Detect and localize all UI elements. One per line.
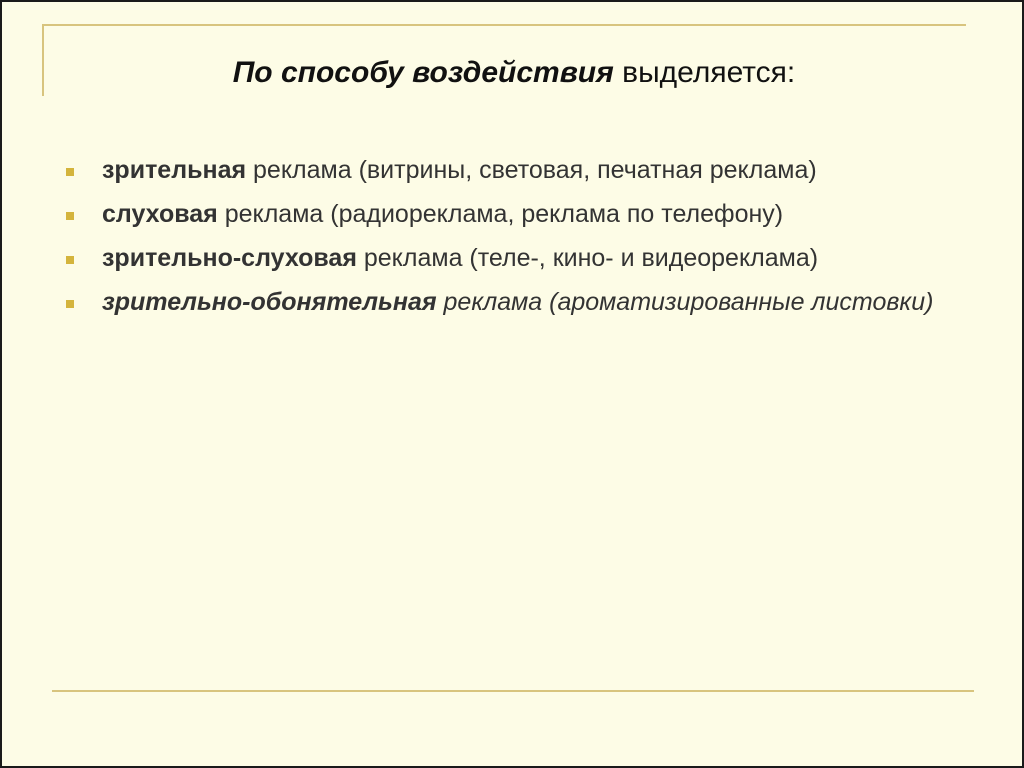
- square-bullet-icon: [66, 256, 74, 264]
- item-term: зрительно-слуховая: [102, 244, 357, 272]
- item-term: слуховая: [102, 200, 218, 228]
- list-item: [66, 240, 966, 277]
- item-text: реклама (витрины, световая, печатная реклама): [246, 156, 817, 184]
- list-item: [66, 196, 966, 233]
- item-text: реклама (ароматизированные листовки): [436, 288, 934, 316]
- square-bullet-icon: [66, 300, 74, 308]
- list-item: [66, 284, 966, 321]
- item-text: реклама (теле-, кино- и видеореклама): [356, 244, 819, 272]
- item-text: реклама (радиореклама, реклама по телефону): [217, 200, 784, 228]
- slide-title: [2, 56, 1024, 90]
- bullet-list: [66, 152, 966, 328]
- top-rule: [42, 24, 966, 26]
- item-term: зрительно-обонятельная: [102, 288, 437, 316]
- title-rest: выделяется:: [613, 56, 796, 89]
- square-bullet-icon: [66, 168, 74, 176]
- list-item: [66, 152, 966, 189]
- square-bullet-icon: [66, 212, 74, 220]
- item-term: зрительная: [102, 156, 247, 184]
- title-emphasis: По способу воздействия: [232, 56, 614, 89]
- bottom-rule: [52, 690, 974, 692]
